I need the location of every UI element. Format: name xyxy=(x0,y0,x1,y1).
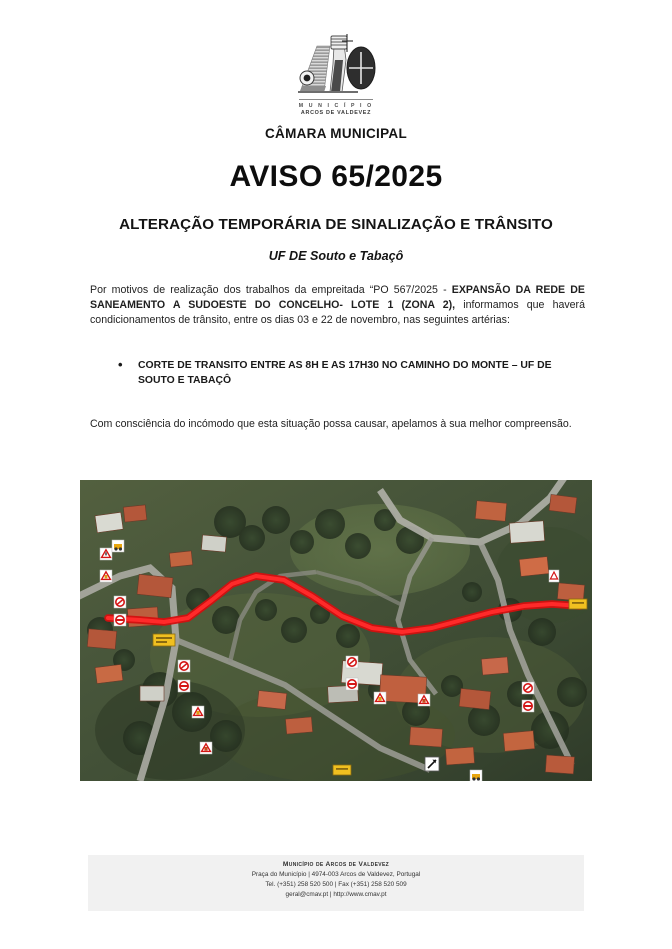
coat-of-arms-icon xyxy=(290,30,382,98)
footer-entity: Município de Arcos de Valdevez xyxy=(282,861,390,868)
closing-paragraph: Com consciência do incómodo que esta situação possa causar, apelamos à sua melhor compreensão. xyxy=(90,418,572,430)
logo-divider xyxy=(299,99,373,100)
organization-heading: CÂMARA MUNICIPAL xyxy=(264,126,408,141)
footer xyxy=(88,860,584,900)
intro-text-part1: Por motivos de realização dos trabalhos da empreitada “PO 567/2025 - xyxy=(90,284,452,296)
notice-subtitle: ALTERAÇÃO TEMPORÁRIA DE SINALIZAÇÃO E TRÂNSITO xyxy=(119,216,553,233)
logo-caption-concelho: ARCOS DE VALDEVEZ xyxy=(300,110,372,116)
footer-contact: geral@cmav.pt | http://www.cmav.pt xyxy=(285,891,387,898)
footer-phone: Tel. (+351) 258 520 500 | Fax (+351) 258 520 509 xyxy=(265,881,407,888)
footer-address: Praça do Município | 4974-003 Arcos de Valdevez, Portugal xyxy=(251,871,421,878)
intro-text-emphasis: EXPANSÃO DA REDE DE SANEAMENTO A SUDOESTE DO CONCELHO- LOTE 1 (ZONA 2), xyxy=(90,284,585,312)
map-figure xyxy=(80,480,592,781)
logo-caption-municipio: M U N I C Í P I O xyxy=(298,103,374,109)
page-title: AVISO 65/2025 xyxy=(229,160,443,193)
intro-paragraph xyxy=(90,283,585,329)
intro-text-part2: informamos que haverá condicionamentos de trânsito, entre os dias 03 e 22 de novembro, nas seguintes artérias: xyxy=(90,299,585,327)
parish-label: UF DE Souto e Tabaçô xyxy=(268,249,404,263)
list-item: • CORTE DE TRANSITO ENTRE AS 8H E AS 17H30 NO CAMINHO DO MONTE – UF DE SOUTO E TABAÇÔ xyxy=(116,358,586,389)
municipal-logo xyxy=(0,30,672,116)
affected-streets-list xyxy=(116,358,586,389)
